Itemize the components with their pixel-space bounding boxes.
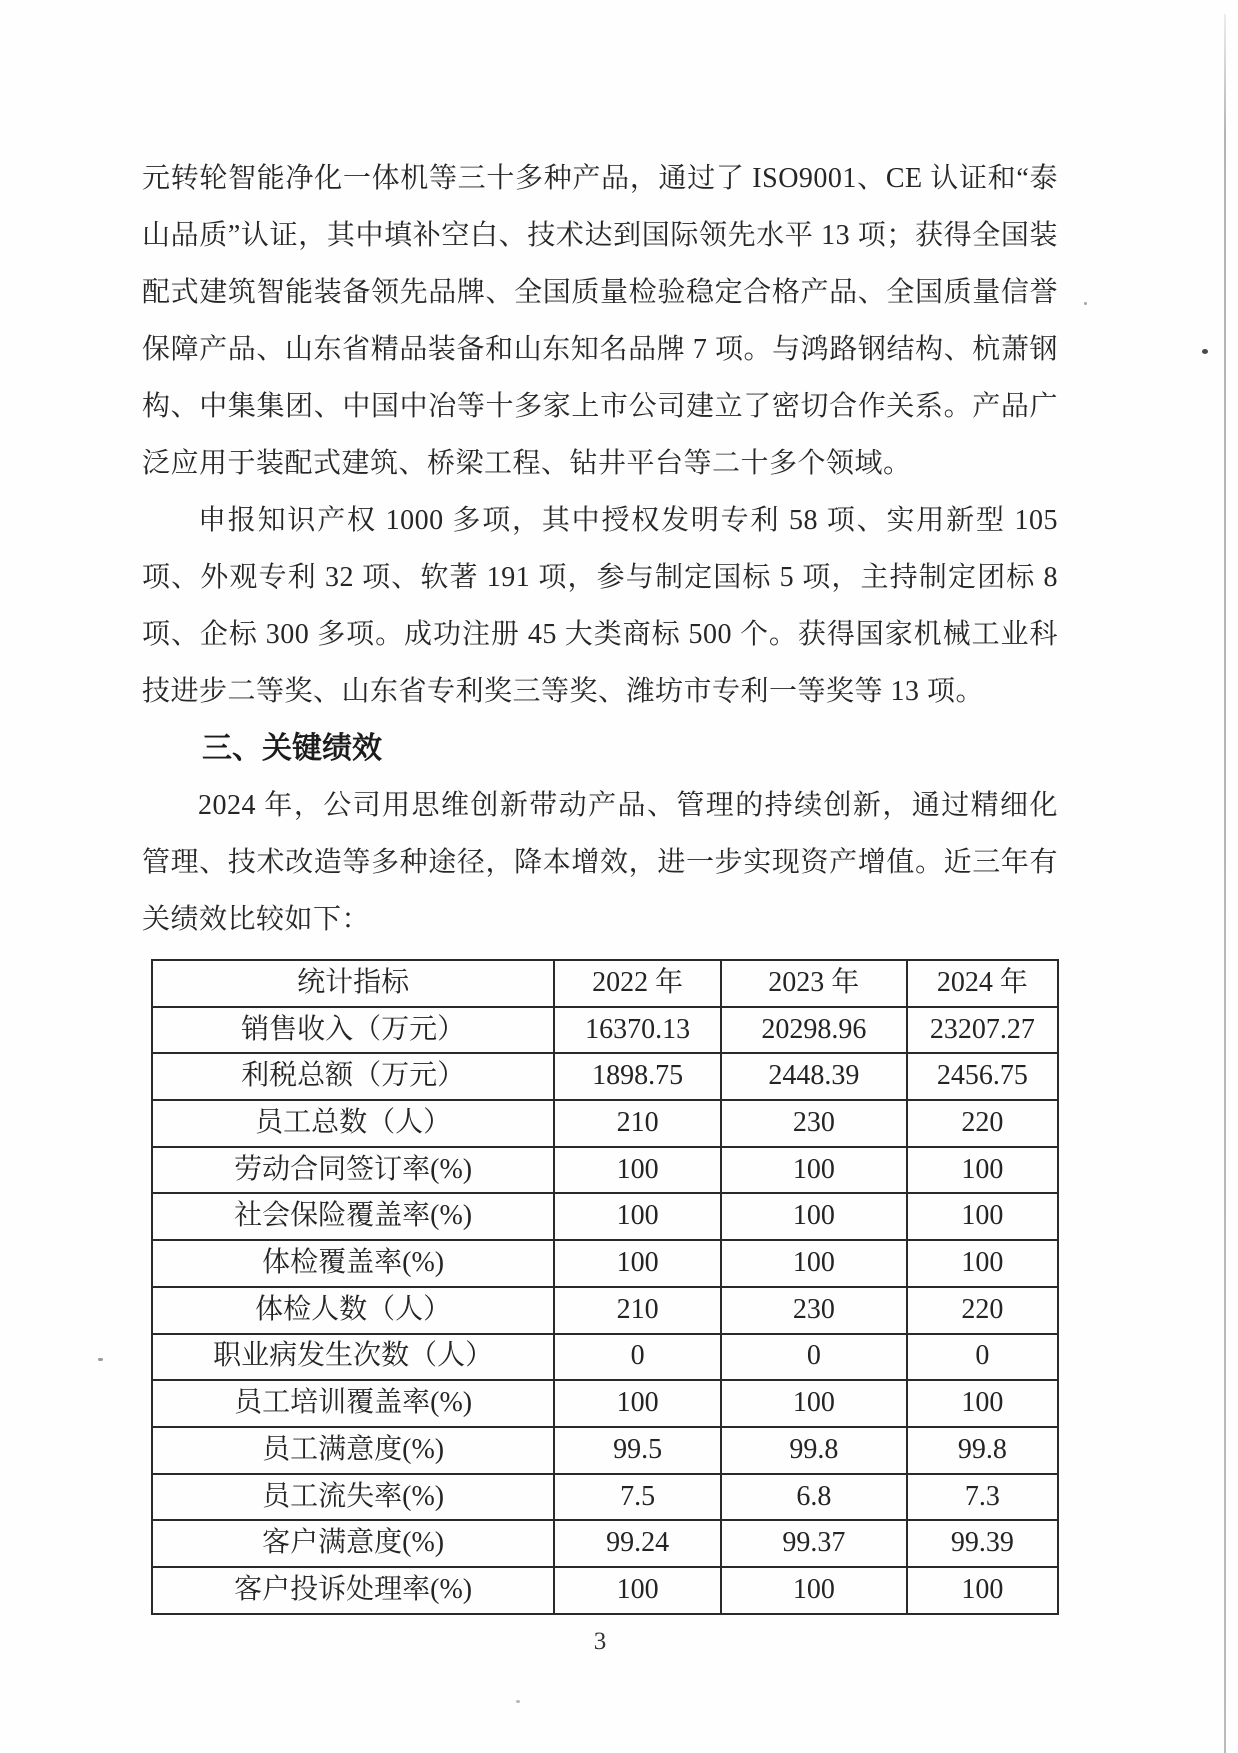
scan-speck — [1084, 302, 1087, 305]
cell-2022: 100 — [554, 1240, 721, 1287]
cell-2024: 100 — [907, 1380, 1058, 1427]
row-label: 体检覆盖率(%) — [152, 1240, 554, 1287]
row-label: 社会保险覆盖率(%) — [152, 1193, 554, 1240]
cell-2024: 100 — [907, 1240, 1058, 1287]
table-row — [152, 1287, 1058, 1334]
cell-2022: 99.5 — [554, 1427, 721, 1474]
table-row — [152, 1567, 1058, 1614]
table-row — [152, 1100, 1058, 1147]
paragraph-products-certifications: 元转轮智能净化一体机等三十多种产品，通过了 ISO9001、CE 认证和“泰山品质”认证，其中填补空白、技术达到国际领先水平 13 项；获得全国装配式建筑智能装备领先品牌、全国质量检验稳定合格产品、全国质量信誉保障产品、山东省精品装备和山东知名品牌 7 项。与鸿路钢结构、杭萧钢构、中集集团、中国中冶等十多家上市公司建立了密切合作关系。产品广泛应用于装配式建筑、桥梁工程、钻井平台等二十多个领域。 — [142, 163, 1058, 479]
cell-2023: 100 — [721, 1240, 907, 1287]
table-header-row — [152, 960, 1058, 1007]
cell-2023: 0 — [721, 1334, 907, 1381]
cell-2024: 2456.75 — [907, 1053, 1058, 1100]
cell-2023: 100 — [721, 1567, 907, 1614]
page-number: 3 — [593, 1627, 607, 1655]
scan-speck — [516, 1700, 520, 1703]
cell-2022: 100 — [554, 1147, 721, 1194]
table-row — [152, 1007, 1058, 1054]
cell-2022: 100 — [554, 1380, 721, 1427]
table-row — [152, 1474, 1058, 1521]
header-indicator: 统计指标 — [152, 960, 554, 1007]
cell-2022: 7.5 — [554, 1474, 721, 1521]
row-label: 客户投诉处理率(%) — [152, 1567, 554, 1614]
table-row — [152, 1053, 1058, 1100]
performance-table — [151, 959, 1059, 1615]
cell-2024: 100 — [907, 1147, 1058, 1194]
cell-2024: 99.39 — [907, 1520, 1058, 1567]
paragraph-intellectual-property: 申报知识产权 1000 多项，其中授权发明专利 58 项、实用新型 105 项、外观专利 32 项、软著 191 项，参与制定国标 5 项，主持制定团标 8 项、企标 300 多项。成功注册 45 大类商标 500 个。获得国家机械工业科技进步二等奖、山东省专利奖三等奖、潍坊市专利一等奖等 13 项。 — [142, 505, 1058, 707]
table-row — [152, 1240, 1058, 1287]
cell-2023: 2448.39 — [721, 1053, 907, 1100]
cell-2023: 230 — [721, 1100, 907, 1147]
cell-2024: 100 — [907, 1567, 1058, 1614]
row-label: 销售收入（万元） — [152, 1007, 554, 1054]
scan-edge-line — [1224, 14, 1226, 1753]
row-label: 劳动合同签订率(%) — [152, 1147, 554, 1194]
row-label: 利税总额（万元） — [152, 1053, 554, 1100]
cell-2023: 99.8 — [721, 1427, 907, 1474]
cell-2022: 100 — [554, 1567, 721, 1614]
header-year-2022: 2022 年 — [554, 960, 721, 1007]
section-heading-key-performance: 三、关键绩效 — [202, 732, 382, 765]
scan-speck — [98, 1358, 103, 1361]
cell-2024: 7.3 — [907, 1474, 1058, 1521]
cell-2023: 100 — [721, 1193, 907, 1240]
scan-speck — [1202, 349, 1208, 354]
cell-2024: 0 — [907, 1334, 1058, 1381]
table-row — [152, 1427, 1058, 1474]
row-label: 员工流失率(%) — [152, 1474, 554, 1521]
table-row — [152, 1380, 1058, 1427]
cell-2022: 1898.75 — [554, 1053, 721, 1100]
row-label: 员工总数（人） — [152, 1100, 554, 1147]
row-label: 客户满意度(%) — [152, 1520, 554, 1567]
cell-2022: 210 — [554, 1287, 721, 1334]
cell-2022: 210 — [554, 1100, 721, 1147]
cell-2023: 20298.96 — [721, 1007, 907, 1054]
header-year-2024: 2024 年 — [907, 960, 1058, 1007]
row-label: 体检人数（人） — [152, 1287, 554, 1334]
cell-2024: 100 — [907, 1193, 1058, 1240]
cell-2023: 100 — [721, 1380, 907, 1427]
row-label: 员工培训覆盖率(%) — [152, 1380, 554, 1427]
cell-2023: 100 — [721, 1147, 907, 1194]
header-year-2023: 2023 年 — [721, 960, 907, 1007]
table-row — [152, 1334, 1058, 1381]
cell-2024: 220 — [907, 1100, 1058, 1147]
cell-2024: 23207.27 — [907, 1007, 1058, 1054]
table-row — [152, 1147, 1058, 1194]
cell-2023: 6.8 — [721, 1474, 907, 1521]
cell-2023: 99.37 — [721, 1520, 907, 1567]
row-label: 员工满意度(%) — [152, 1427, 554, 1474]
cell-2022: 16370.13 — [554, 1007, 721, 1054]
table-row — [152, 1193, 1058, 1240]
cell-2022: 100 — [554, 1193, 721, 1240]
table-row — [152, 1520, 1058, 1567]
cell-2023: 230 — [721, 1287, 907, 1334]
cell-2024: 220 — [907, 1287, 1058, 1334]
cell-2022: 0 — [554, 1334, 721, 1381]
paragraph-performance-intro: 2024 年，公司用思维创新带动产品、管理的持续创新，通过精细化管理、技术改造等多种途径，降本增效，进一步实现资产增值。近三年有关绩效比较如下： — [142, 790, 1058, 935]
cell-2022: 99.24 — [554, 1520, 721, 1567]
cell-2024: 99.8 — [907, 1427, 1058, 1474]
row-label: 职业病发生次数（人） — [152, 1334, 554, 1381]
page-content — [142, 0, 1058, 1657]
